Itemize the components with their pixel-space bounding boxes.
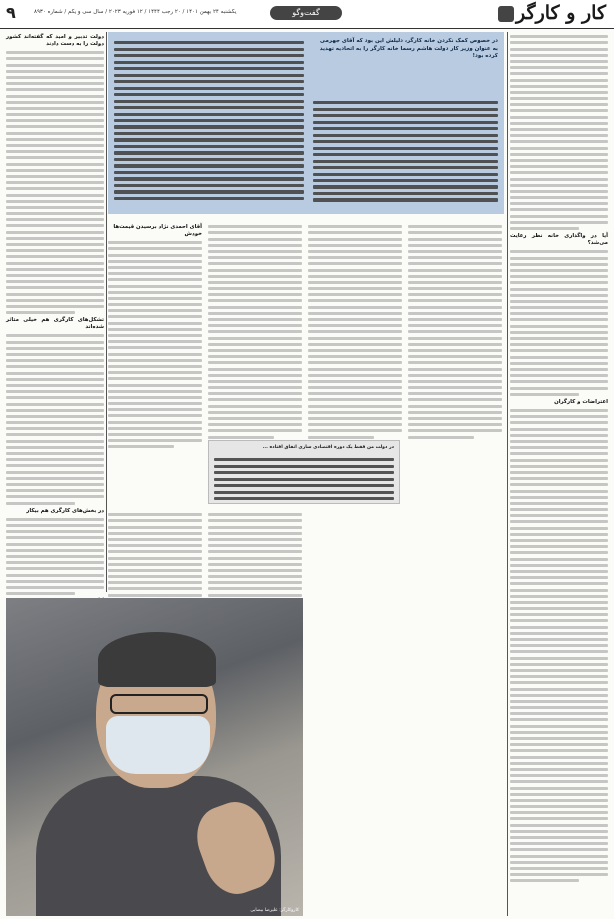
quote-box-text: در دولت من فقط یک دوره اقتصادی سازی اتفاق افتاده ... — [262, 445, 394, 450]
date-line: یکشنبه ۲۴ بهمن ۱۴۰۱ / ۲۰ رجب ۱۴۴۴ / ۱۲ فوریه ۲۰۲۳ / سال سی و یکم / شماره ۸۹۳۰ — [34, 9, 237, 15]
column-divider — [507, 32, 508, 916]
logo-emblem-icon — [498, 6, 514, 22]
photo-caption: کاروکارگر: علیرضا بیضایی — [250, 908, 299, 913]
subhead: دولت تدبیر و امید که گفته‌اند کشور دولت را به دست دادند — [6, 34, 104, 47]
column-mid-far — [408, 222, 502, 442]
column-left — [6, 32, 104, 604]
column-divider — [106, 32, 107, 592]
column-mid-center — [208, 222, 302, 442]
newspaper-logo: کار و کارگر — [516, 2, 606, 24]
subhead: تشکل‌های کارگری هم خیلی متاثر شده‌اند — [6, 317, 104, 331]
page-number: ۹ — [6, 3, 16, 22]
column-mid-left — [308, 222, 402, 442]
subhead: آقای احمدی نژاد برسیدن قیمت‌ها خودش — [113, 224, 202, 237]
quote-box — [208, 440, 400, 504]
section-label: گفت‌وگو — [270, 6, 342, 20]
interview-photo — [6, 598, 303, 916]
subhead: آیا در واگذاری خانه نظر رعایت می‌شد؟ — [510, 233, 608, 247]
page-header — [0, 0, 614, 29]
highlight-box — [108, 32, 504, 214]
column-right-text — [510, 35, 608, 230]
highlight-box-title: در خصوص کمک نکردن خانه کارگر، دلیلش این بود که آقای جهرمی به عنوان وزیر کار دولت هاشم رسما خانه کارگر را به اتحادیه تهدید کرده بود! — [319, 38, 498, 59]
subhead: اعتراضات و کارگران — [554, 398, 608, 405]
column-right — [510, 32, 608, 886]
subhead: در بخش‌های کارگری هم بیکار — [26, 507, 104, 514]
column-mid-right — [108, 222, 202, 452]
